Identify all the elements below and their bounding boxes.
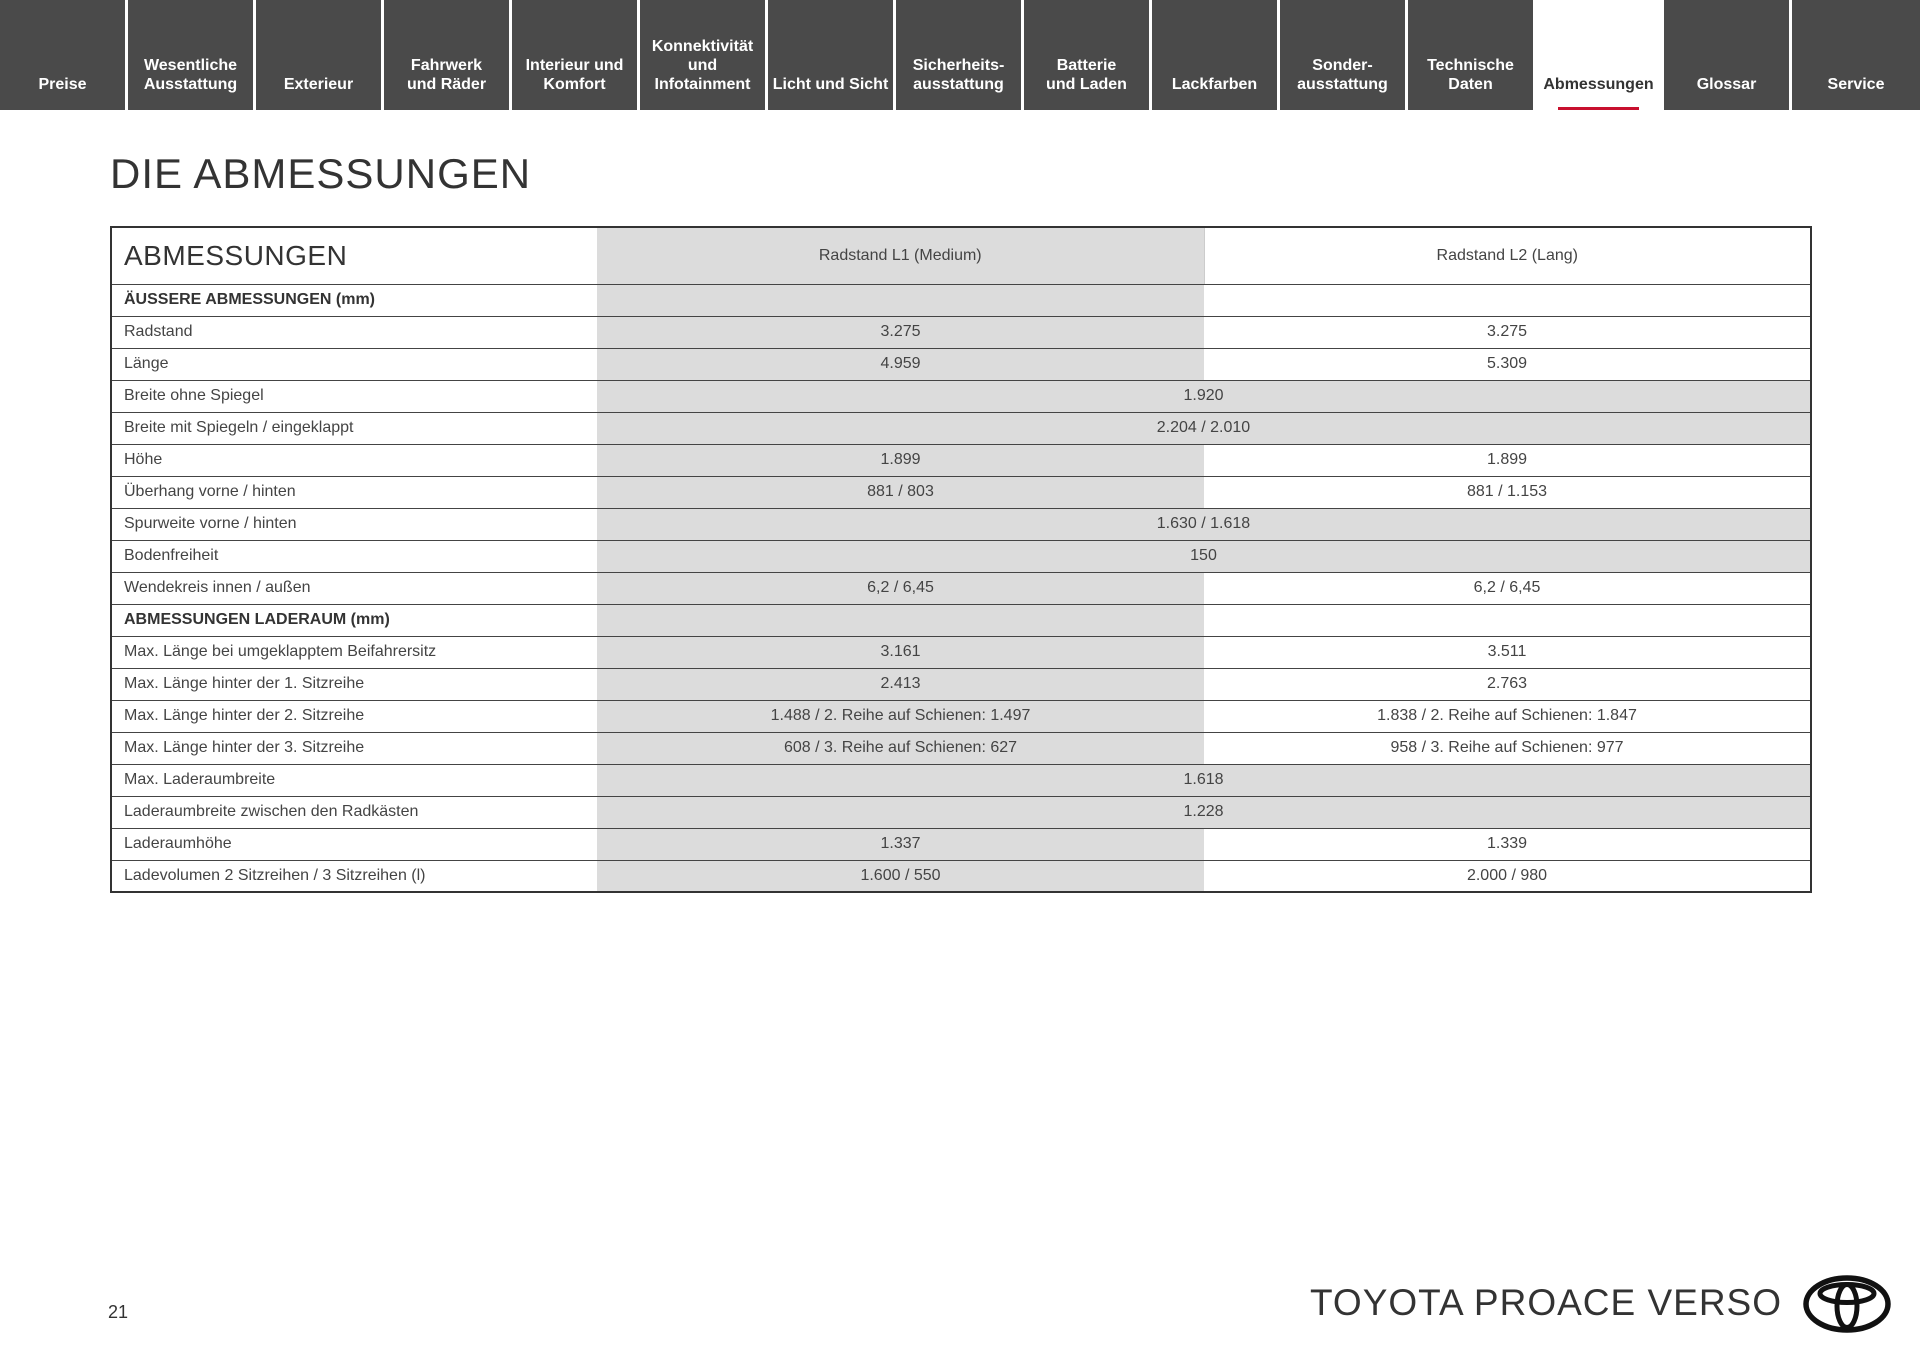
toyota-logo-icon: [1802, 1274, 1892, 1334]
table-section-row: [111, 604, 1811, 636]
nav-tab-label: Fahrwerk: [410, 57, 483, 74]
nav-tab-label: Sicherheits-: [912, 57, 1005, 74]
nav-tab-batterie-und-laden[interactable]: [1024, 0, 1149, 110]
nav-tab-label: Ausstattung: [143, 76, 238, 93]
section-label: ABMESSUNGEN LADERAUM (mm): [111, 604, 597, 636]
page-title: DIE ABMESSUNGEN: [110, 150, 532, 197]
column-header-l2: Radstand L2 (Lang): [1204, 227, 1811, 284]
table-row: [111, 668, 1811, 700]
nav-tab-label: Glossar: [1696, 76, 1757, 93]
section-label: ÄUSSERE ABMESSUNGEN (mm): [111, 284, 597, 316]
nav-tab-sicherheits-ausstattung[interactable]: [896, 0, 1021, 110]
nav-tab-label: Infotainment: [654, 76, 751, 93]
value-cell-l2: 881 / 1.153: [1204, 476, 1811, 508]
value-cell-l1: 4.959: [597, 348, 1204, 380]
row-label: Laderaumhöhe: [111, 828, 597, 860]
nav-tab-technische-daten[interactable]: [1408, 0, 1533, 110]
value-cell-l2: 2.000 / 980: [1204, 860, 1811, 892]
table-row: [111, 828, 1811, 860]
row-label: Max. Länge hinter der 2. Sitzreihe: [111, 700, 597, 732]
nav-tab-label: ausstattung: [1297, 76, 1388, 93]
nav-tab-label: Abmessungen: [1543, 76, 1654, 93]
row-label: Spurweite vorne / hinten: [111, 508, 597, 540]
nav-tab-label: Konnektivität: [651, 38, 754, 55]
nav-tab-label: Daten: [1448, 76, 1493, 93]
value-cell-l2: 1.899: [1204, 444, 1811, 476]
row-label: Länge: [111, 348, 597, 380]
nav-tab-label: Service: [1827, 76, 1885, 93]
brand-name: TOYOTA PROACE VERSO: [1309, 1282, 1782, 1323]
nav-tab-label: und Laden: [1046, 76, 1127, 93]
row-label: Breite mit Spiegeln / eingeklappt: [111, 412, 597, 444]
empty-cell-l2: [1204, 604, 1811, 636]
table-row: [111, 572, 1811, 604]
table-row: [111, 700, 1811, 732]
table-row: [111, 860, 1811, 892]
row-label: Max. Länge hinter der 3. Sitzreihe: [111, 732, 597, 764]
value-cell-l1: 881 / 803: [597, 476, 1204, 508]
row-label: Max. Länge bei umgeklapptem Beifahrersitz: [111, 636, 597, 668]
nav-tab-interieur-und-komfort[interactable]: [512, 0, 637, 110]
nav-tab-fahrwerk-und-räder[interactable]: [384, 0, 509, 110]
value-cell-both: 150: [597, 540, 1811, 572]
nav-tab-label: Licht und Sicht: [772, 76, 889, 93]
row-label: Radstand: [111, 316, 597, 348]
table-row: [111, 796, 1811, 828]
value-cell-l1: 1.600 / 550: [597, 860, 1204, 892]
row-label: Ladevolumen 2 Sitzreihen / 3 Sitzreihen (l): [111, 860, 597, 892]
nav-tab-sonder-ausstattung[interactable]: [1280, 0, 1405, 110]
nav-tab-label: und: [687, 57, 718, 74]
value-cell-l2: 3.275: [1204, 316, 1811, 348]
empty-cell-l1: [597, 284, 1204, 316]
nav-tab-konnektivität-und-infotainment[interactable]: [640, 0, 765, 110]
nav-tab-service[interactable]: [1792, 0, 1920, 110]
nav-tab-label: Sonder-: [1312, 57, 1373, 74]
row-label: Laderaumbreite zwischen den Radkästen: [111, 796, 597, 828]
table-body: [111, 284, 1811, 892]
nav-tab-label: und Räder: [406, 76, 487, 93]
table-title: ABMESSUNGEN: [111, 227, 597, 284]
value-cell-l2: 1.838 / 2. Reihe auf Schienen: 1.847: [1204, 700, 1811, 732]
value-cell-l2: 6,2 / 6,45: [1204, 572, 1811, 604]
row-label: Max. Laderaumbreite: [111, 764, 597, 796]
value-cell-l1: 1.488 / 2. Reihe auf Schienen: 1.497: [597, 700, 1204, 732]
empty-cell-l2: [1204, 284, 1811, 316]
table-section-row: [111, 284, 1811, 316]
nav-tab-exterieur[interactable]: [256, 0, 381, 110]
empty-cell-l1: [597, 604, 1204, 636]
table-row: [111, 316, 1811, 348]
nav-tab-label: Wesentliche: [143, 57, 238, 74]
value-cell-l1: 3.161: [597, 636, 1204, 668]
logo-crossbar-ellipse: [1820, 1285, 1874, 1303]
value-cell-both: 2.204 / 2.010: [597, 412, 1811, 444]
value-cell-both: 1.618: [597, 764, 1811, 796]
table-row: [111, 444, 1811, 476]
table-row: [111, 764, 1811, 796]
row-label: Max. Länge hinter der 1. Sitzreihe: [111, 668, 597, 700]
value-cell-both: 1.920: [597, 380, 1811, 412]
top-navigation: [0, 0, 1920, 110]
nav-tab-label: ausstattung: [913, 76, 1004, 93]
nav-tab-label: Komfort: [543, 76, 606, 93]
value-cell-l2: 2.763: [1204, 668, 1811, 700]
value-cell-l2: 5.309: [1204, 348, 1811, 380]
nav-tab-label: Exterieur: [283, 76, 354, 93]
nav-tab-lackfarben[interactable]: [1152, 0, 1277, 110]
table-row: [111, 380, 1811, 412]
nav-tab-glossar[interactable]: [1664, 0, 1789, 110]
nav-tab-label: Batterie: [1056, 57, 1117, 74]
logo-stem-ellipse: [1837, 1285, 1857, 1328]
nav-tab-label: Technische: [1427, 57, 1514, 74]
table-row: [111, 508, 1811, 540]
table-row: [111, 636, 1811, 668]
row-label: Wendekreis innen / außen: [111, 572, 597, 604]
value-cell-l2: 958 / 3. Reihe auf Schienen: 977: [1204, 732, 1811, 764]
page-number: 21: [108, 1302, 129, 1322]
table-row: [111, 412, 1811, 444]
nav-tab-wesentliche-ausstattung[interactable]: [128, 0, 253, 110]
row-label: Bodenfreiheit: [111, 540, 597, 572]
row-label: Höhe: [111, 444, 597, 476]
column-header-l1: Radstand L1 (Medium): [597, 227, 1204, 284]
table-row: [111, 476, 1811, 508]
nav-tab-licht-und-sicht[interactable]: [768, 0, 893, 110]
value-cell-l1: 608 / 3. Reihe auf Schienen: 627: [597, 732, 1204, 764]
table-row: [111, 540, 1811, 572]
value-cell-l2: 1.339: [1204, 828, 1811, 860]
row-label: Überhang vorne / hinten: [111, 476, 597, 508]
nav-tab-preise[interactable]: [0, 0, 125, 110]
table-header-row: [111, 227, 1811, 284]
value-cell-l1: 1.899: [597, 444, 1204, 476]
value-cell-l1: 6,2 / 6,45: [597, 572, 1204, 604]
value-cell-l2: 3.511: [1204, 636, 1811, 668]
value-cell-both: 1.228: [597, 796, 1811, 828]
value-cell-both: 1.630 / 1.618: [597, 508, 1811, 540]
nav-tab-label: Preise: [38, 76, 87, 93]
table-row: [111, 348, 1811, 380]
dimensions-table: [110, 226, 1812, 893]
nav-tab-abmessungen[interactable]: [1536, 0, 1661, 110]
nav-tab-label: Interieur und: [525, 57, 624, 74]
nav-tab-label: Lackfarben: [1171, 76, 1258, 93]
row-label: Breite ohne Spiegel: [111, 380, 597, 412]
value-cell-l1: 1.337: [597, 828, 1204, 860]
value-cell-l1: 3.275: [597, 316, 1204, 348]
value-cell-l1: 2.413: [597, 668, 1204, 700]
table-row: [111, 732, 1811, 764]
